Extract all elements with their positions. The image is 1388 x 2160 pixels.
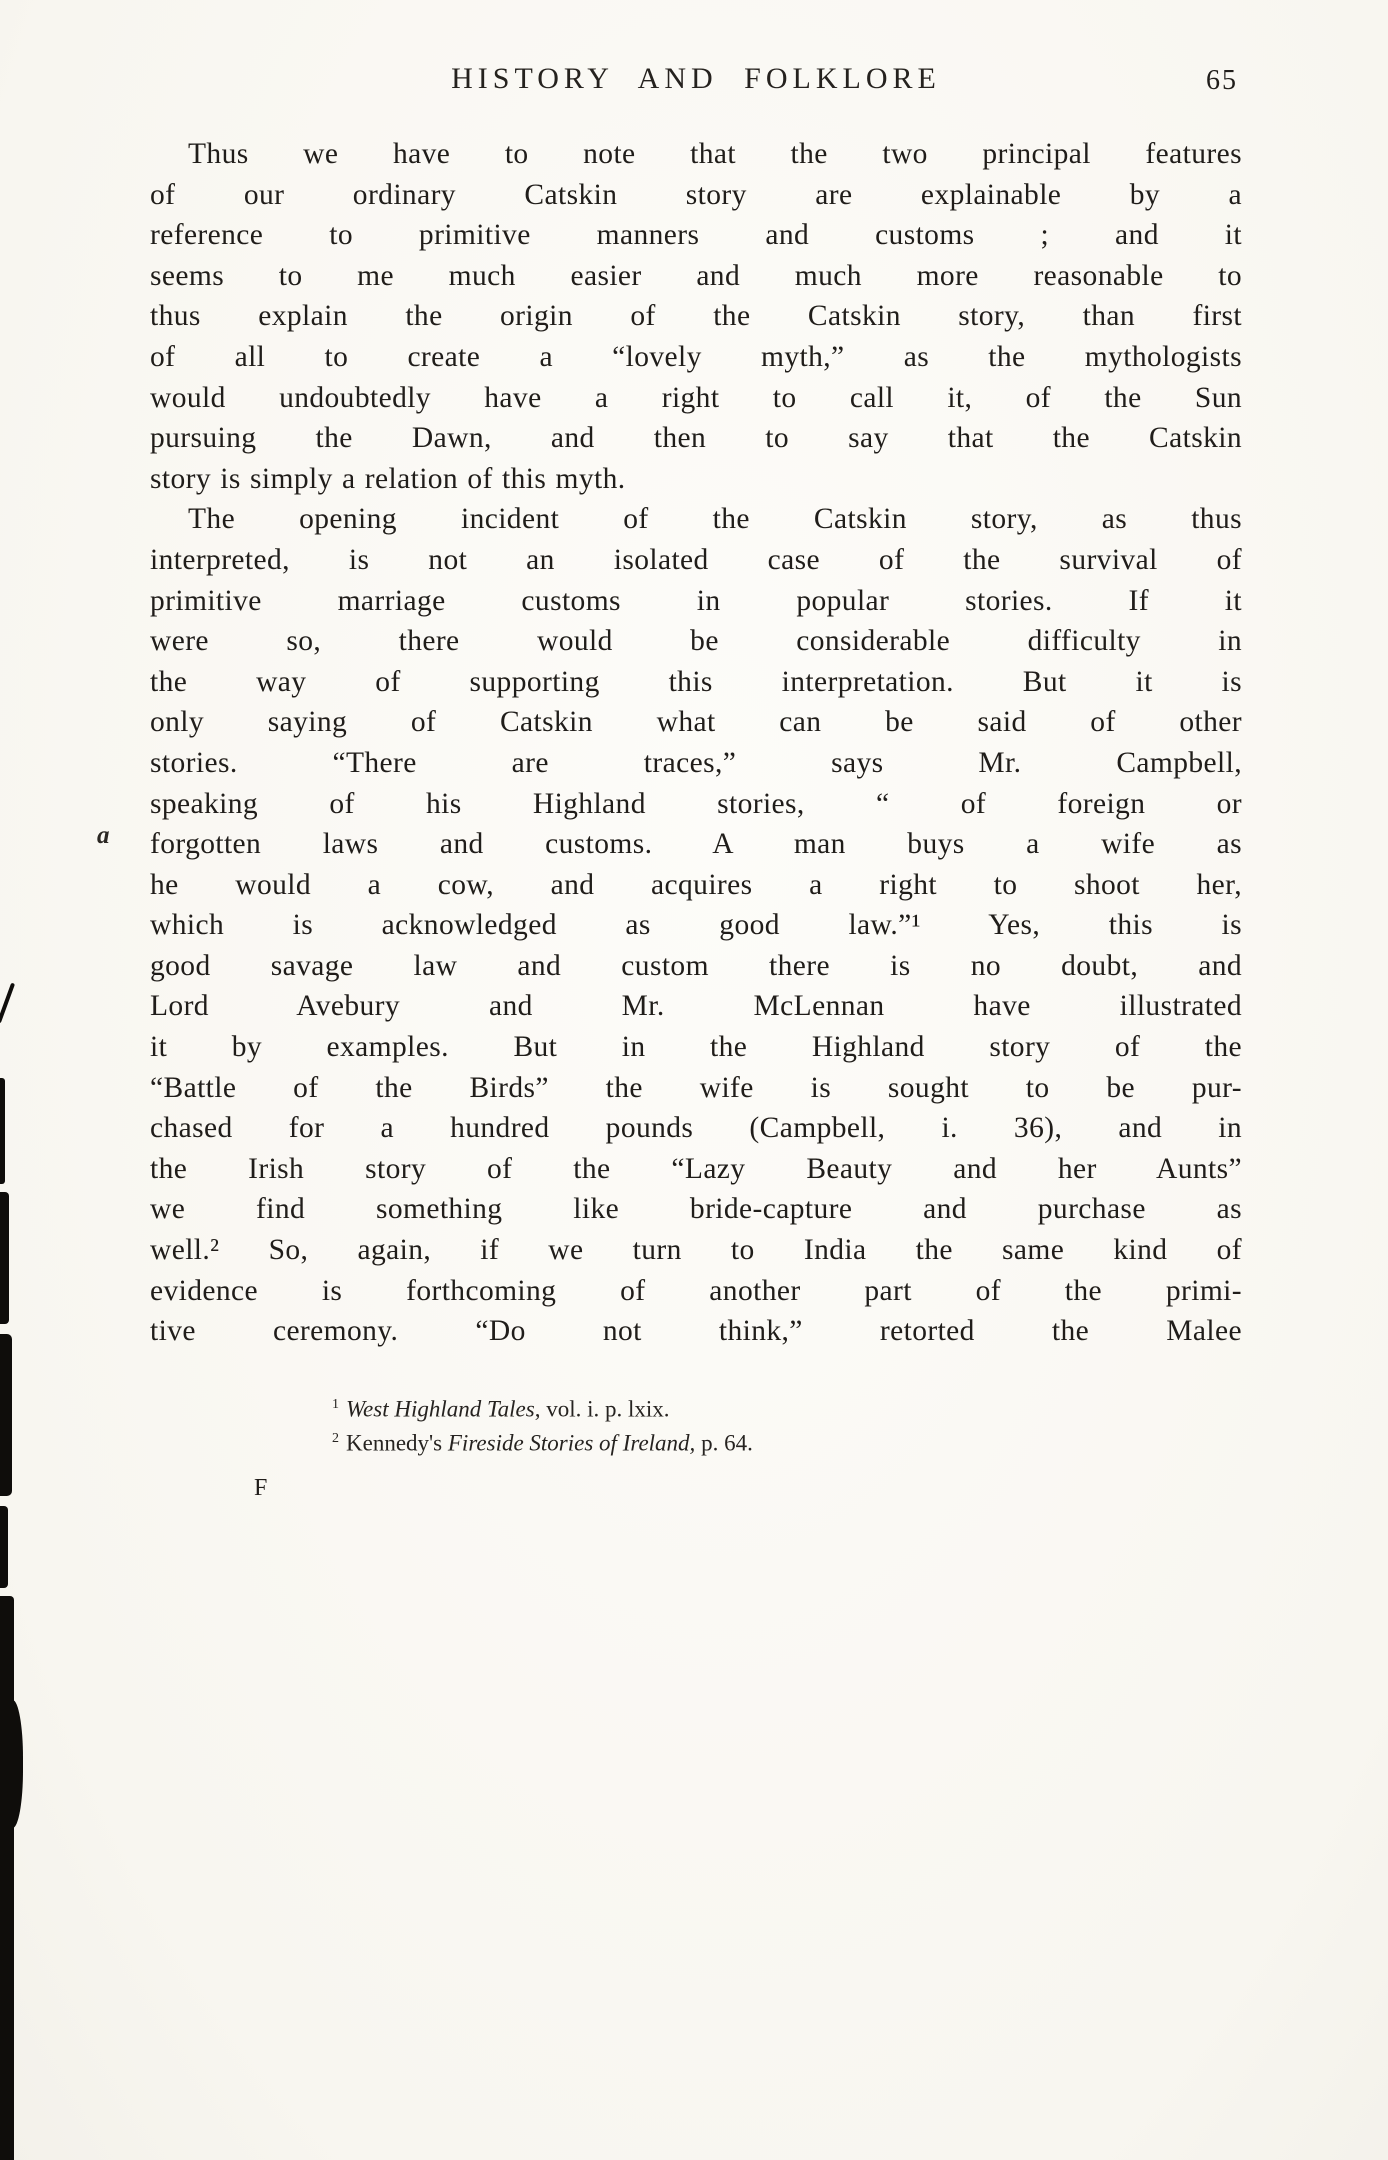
text-line: story is simply a relation of this myth.: [150, 462, 626, 495]
scan-artifact: [0, 1334, 12, 1496]
page-header: [150, 62, 1242, 112]
page-title: HISTORY AND FOLKLORE: [451, 62, 941, 95]
text-line: the Irish story of the “Lazy Beauty and her Aunts”: [150, 1152, 1242, 1185]
body-text: [150, 134, 1242, 1352]
text-line: Lord Avebury and Mr. McLennan have illustrated: [150, 990, 1242, 1023]
text-line: which is acknowledged as good law.”¹ Yes, this is: [150, 909, 1242, 942]
text-line: speaking of his Highland stories, “ of foreign or: [150, 787, 1242, 820]
text-line: forgotten laws and customs. A man buys a wife as: [150, 828, 1242, 861]
scan-artifact: [0, 1700, 23, 1828]
text-line: tive ceremony. “Do not think,” retorted the Malee: [150, 1315, 1242, 1348]
text-line: thus explain the origin of the Catskin story, than first: [150, 300, 1242, 333]
text-line: seems to me much easier and much more reasonable to: [150, 259, 1242, 292]
footnote-marker: 1: [332, 1396, 339, 1412]
footnote-text-post: p. 64.: [695, 1431, 753, 1457]
footnote-title-italic: West Highland Tales: [346, 1396, 535, 1422]
text-line: good savage law and custom there is no doubt, and: [150, 949, 1242, 982]
page-number: 65: [1206, 65, 1238, 96]
text-line: well.² So, again, if we turn to India the same kind of: [150, 1234, 1242, 1267]
text-line: primitive marriage customs in popular stories. If it: [150, 584, 1242, 617]
scan-artifact: [0, 1506, 8, 1588]
footnote-title-italic: Fireside Stories of Ireland,: [447, 1431, 696, 1457]
text-column: [150, 62, 1242, 1502]
text-line: Thus we have to note that the two principal features: [188, 138, 1242, 170]
footnote: [332, 1424, 1242, 1459]
signature-mark: F: [254, 1475, 269, 1502]
text-line: “Battle of the Birds” the wife is sought to be pur-: [150, 1071, 1242, 1104]
footnote-text-post: , vol. i. p. lxix.: [534, 1396, 670, 1422]
paragraph: [150, 134, 1242, 499]
text-line: of all to create a “lovely myth,” as the mythologists: [150, 340, 1242, 373]
text-line: stories. “There are traces,” says Mr. Campbell,: [150, 746, 1242, 779]
text-line: were so, there would be considerable difficulty in: [150, 625, 1242, 658]
text-line: he would a cow, and acquires a right to shoot her,: [150, 868, 1242, 901]
text-line: interpreted, is not an isolated case of the survival of: [150, 543, 1242, 576]
text-line: pursuing the Dawn, and then to say that the Catskin: [150, 422, 1242, 455]
text-line: the way of supporting this interpretation. But it is: [150, 665, 1242, 698]
text-line: we find something like bride-capture and purchase as: [150, 1193, 1242, 1226]
footnote-marker: 2: [332, 1431, 339, 1447]
scan-artifact: [0, 983, 15, 1024]
text-line: of our ordinary Catskin story are explainable by a: [150, 178, 1242, 211]
text-line: evidence is forthcoming of another part of the primi-: [150, 1274, 1242, 1307]
footnote: [332, 1390, 1242, 1425]
footnote-text-pre: Kennedy's: [346, 1431, 448, 1457]
scan-artifact: [0, 1078, 5, 1184]
paragraph: [150, 499, 1242, 1351]
text-line: it by examples. But in the Highland story of the: [150, 1031, 1242, 1064]
margin-print-artifact: a: [97, 822, 110, 849]
text-line: only saying of Catskin what can be said of other: [150, 706, 1242, 739]
scan-artifact: [0, 1596, 14, 2160]
text-line: The opening incident of the Catskin story, as thus: [188, 503, 1242, 536]
text-line: would undoubtedly have a right to call it, of the Sun: [150, 381, 1242, 414]
text-line: chased for a hundred pounds (Campbell, i. 36), and in: [150, 1112, 1242, 1145]
footnotes: [332, 1390, 1242, 1459]
text-line: reference to primitive manners and customs ; and it: [150, 219, 1242, 252]
scan-artifact: [0, 1192, 9, 1324]
